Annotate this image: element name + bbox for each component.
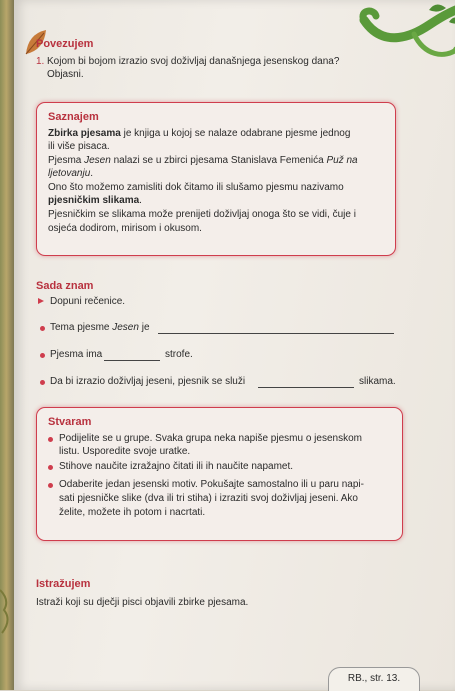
vine-decoration bbox=[354, 0, 455, 70]
stvaram-b3-l1: Odaberite jedan jesenski motiv. Pokušajte samostalno ili u paru napi- bbox=[59, 479, 364, 490]
section-heading-saznajem: Saznajem bbox=[48, 111, 99, 123]
stvaram-b1-l1: Podijelite se u grupe. Svaka grupa neka napiše pjesmu o jesenskom bbox=[59, 433, 362, 444]
term-zbirka-pjesama: Zbirka pjesama bbox=[48, 128, 121, 139]
l3-b: nalazi se u zbirci pjesama Stanislava Femenića bbox=[110, 155, 327, 166]
item1-a: Tema pjesme bbox=[50, 322, 113, 333]
stvaram-b3-l3: želite, možete ih potom i nacrtati. bbox=[59, 507, 206, 518]
fill-blank-2[interactable] bbox=[104, 360, 160, 361]
section-heading-sada-znam: Sada znam bbox=[36, 280, 94, 292]
l3-a: Pjesma bbox=[48, 155, 85, 166]
bullet-dot-icon bbox=[48, 483, 53, 488]
section-heading-istrazujem: Istražujem bbox=[36, 578, 91, 590]
fill-item-3-label: Da bi izrazio doživljaj jeseni, pjesnik se služi bbox=[50, 376, 246, 387]
saznajem-line-2: ili više pisaca. bbox=[48, 141, 110, 152]
saznajem-line-4 bbox=[48, 168, 93, 180]
stvaram-b2-l1: Stihove naučite izražajno čitati ili ih naučite napamet. bbox=[59, 461, 294, 472]
fill-item-2-end: strofe. bbox=[165, 349, 193, 360]
bullet-dot-icon bbox=[48, 465, 53, 470]
stvaram-box bbox=[36, 407, 403, 541]
stvaram-b3-l2: sati pjesničke slike (dva ili tri stiha) i izraziti svoj doživljaj jeseni. Ako bbox=[59, 493, 358, 504]
item1-b: je bbox=[138, 322, 150, 333]
bullet-dot-icon bbox=[48, 437, 53, 442]
fill-blank-3[interactable] bbox=[258, 387, 354, 388]
term-pjesnicke-slike: pjesničkim slikama bbox=[48, 195, 140, 206]
saznajem-line-3 bbox=[48, 155, 358, 167]
poem-title: Jesen bbox=[84, 155, 111, 166]
bullet-dot-icon bbox=[40, 380, 45, 385]
saznajem-line-1 bbox=[48, 128, 350, 140]
textbook-page bbox=[14, 0, 455, 690]
stvaram-b1-l2: listu. Usporedite svoje uratke. bbox=[59, 446, 191, 457]
section-heading-stvaram: Stvaram bbox=[48, 416, 92, 428]
item1-poem: Jesen bbox=[112, 322, 139, 333]
book-title-part1: Puž na bbox=[326, 155, 358, 166]
l6-end: . bbox=[139, 195, 142, 206]
fill-item-3-end: slikama. bbox=[359, 376, 396, 387]
sada-znam-instruction: Dopuni rečenice. bbox=[50, 296, 126, 307]
side-illustration-fragment bbox=[0, 585, 14, 635]
saznajem-line-6 bbox=[48, 195, 142, 207]
saznajem-line-1-rest: je knjiga u kojoj se nalaze odabrane pjesme jednog bbox=[120, 128, 351, 139]
saznajem-line-8: osjeća dodirom, mirisom i okusom. bbox=[48, 223, 202, 234]
saznajem-box bbox=[36, 102, 396, 256]
fill-blank-1[interactable] bbox=[158, 333, 394, 334]
bullet-dot-icon bbox=[40, 326, 45, 331]
workbook-reference-tab: RB., str. 13. bbox=[328, 667, 420, 691]
l4-end: . bbox=[90, 168, 94, 179]
fill-item-1-label bbox=[50, 322, 150, 334]
bullet-dot-icon bbox=[40, 353, 45, 358]
book-title-part2: ljetovanju bbox=[48, 168, 91, 179]
section-heading-povezujem: Povezujem bbox=[36, 38, 94, 50]
fill-item-2-label: Pjesma ima bbox=[50, 349, 103, 360]
istrazujem-text: Istraži koji su dječji pisci objavili zbirke pjesama. bbox=[36, 597, 249, 608]
saznajem-line-7: Pjesničkim se slikama može prenijeti doživljaj onoga što se vidi, čuje i bbox=[48, 209, 356, 220]
saznajem-line-5: Ono što možemo zamisliti dok čitamo ili slušamo pjesmu nazivamo bbox=[48, 182, 344, 193]
question-instruction: Objasni. bbox=[47, 69, 84, 80]
question-text: Kojom bi bojom izrazio svoj doživljaj današnjega jesenskog dana? bbox=[47, 56, 340, 67]
triangle-bullet-icon bbox=[38, 298, 44, 304]
question-number: 1. bbox=[36, 56, 45, 67]
